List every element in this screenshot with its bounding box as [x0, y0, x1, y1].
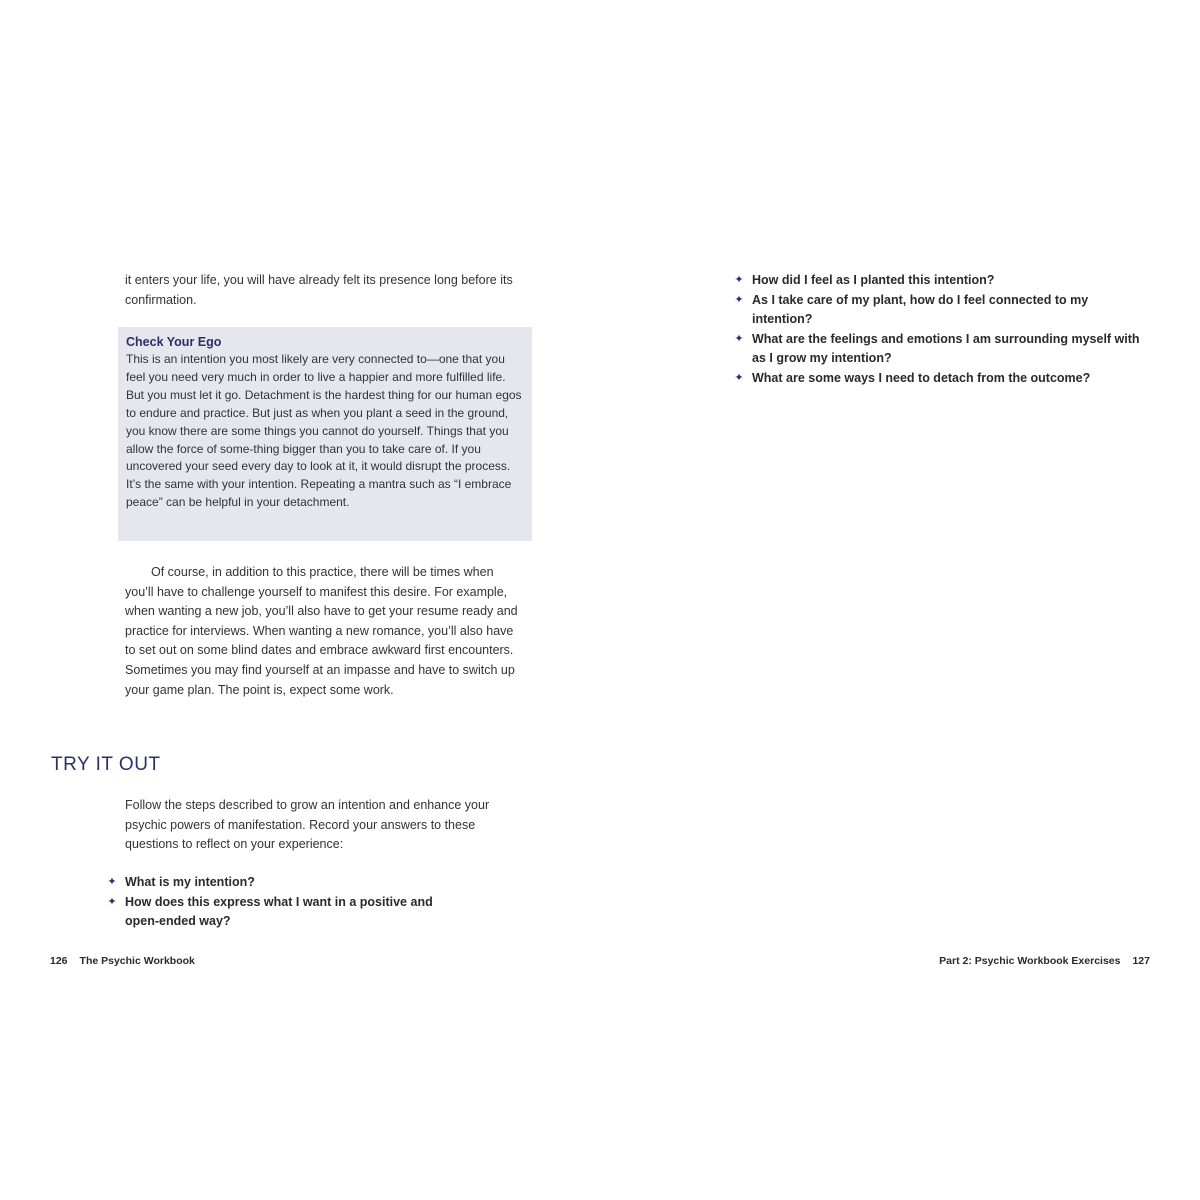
question-text: What are some ways I need to detach from the outcome?	[752, 370, 1091, 385]
left-page-footer	[50, 954, 195, 968]
intro-paragraph: it enters your life, you will have already felt its presence long before its confirmation.	[125, 273, 513, 307]
right-page-footer	[939, 954, 1150, 968]
section-heading: TRY IT OUT	[51, 754, 161, 775]
question-list-left	[105, 873, 465, 932]
question-text: As I take care of my plant, how do I feel connected to my intention?	[752, 292, 1089, 327]
question-text: How did I feel as I planted this intention?	[752, 273, 995, 287]
star-bullet-icon: ✦	[107, 895, 117, 908]
main-paragraph: Of course, in addition to this practice, there will be times when you’ll have to challenge yourself to manifest this desire. For example, when wanting a new job, you’ll also have to get your resume ready and practice for interviews. When wanting a new romance, you’ll also have to set out on some blind dates and embrace awkward first encounters. Sometimes you may find yourself at an impasse and have to switch up your game plan. The point is, expect some work.	[125, 565, 518, 697]
sidebar-title: Check Your Ego	[126, 335, 222, 349]
page-number: 127	[1132, 955, 1150, 967]
check-your-ego-sidebar	[118, 327, 532, 541]
star-bullet-icon: ✦	[734, 332, 744, 345]
question-text: What are the feelings and emotions I am surrounding myself with as I grow my intention?	[752, 331, 1140, 366]
question-text: How does this express what I want in a positive and open-ended way?	[125, 894, 433, 929]
list-item	[732, 271, 1152, 291]
list-item	[732, 291, 1152, 330]
page-number: 126	[50, 955, 68, 967]
list-item	[732, 330, 1152, 369]
sidebar-text: This is an intention you most likely are very connected to—one that you feel you need very much in order to live a happier and more fulfilled life. But you must let it go. Detachment is the hardest thing for our human egos to endure and practice. But just as when you plant a seed in the ground, you know there are some things you cannot do yourself. Things that you allow the force of some-thing bigger than you to take care of. If you uncovered your seed every day to look at it, it would disrupt the process. It’s the same with your intention. Repeating a mantra such as “I embrace peace” can be helpful in your detachment.	[126, 352, 522, 510]
try-it-out-paragraph: Follow the steps described to grow an intention and enhance your psychic powers of manifestation. Record your answers to these questions to reflect on your experience:	[125, 798, 490, 852]
list-item	[105, 873, 465, 893]
question-list-right	[732, 271, 1152, 389]
list-item	[732, 369, 1152, 389]
star-bullet-icon: ✦	[734, 293, 744, 306]
question-text: What is my intention?	[125, 875, 255, 889]
right-page	[600, 0, 1200, 1200]
book-title: The Psychic Workbook	[79, 955, 195, 967]
star-bullet-icon: ✦	[734, 371, 744, 384]
star-bullet-icon: ✦	[734, 274, 744, 286]
list-item	[105, 893, 465, 932]
part-title: Part 2: Psychic Workbook Exercises	[939, 955, 1121, 967]
star-bullet-icon: ✦	[107, 876, 117, 888]
